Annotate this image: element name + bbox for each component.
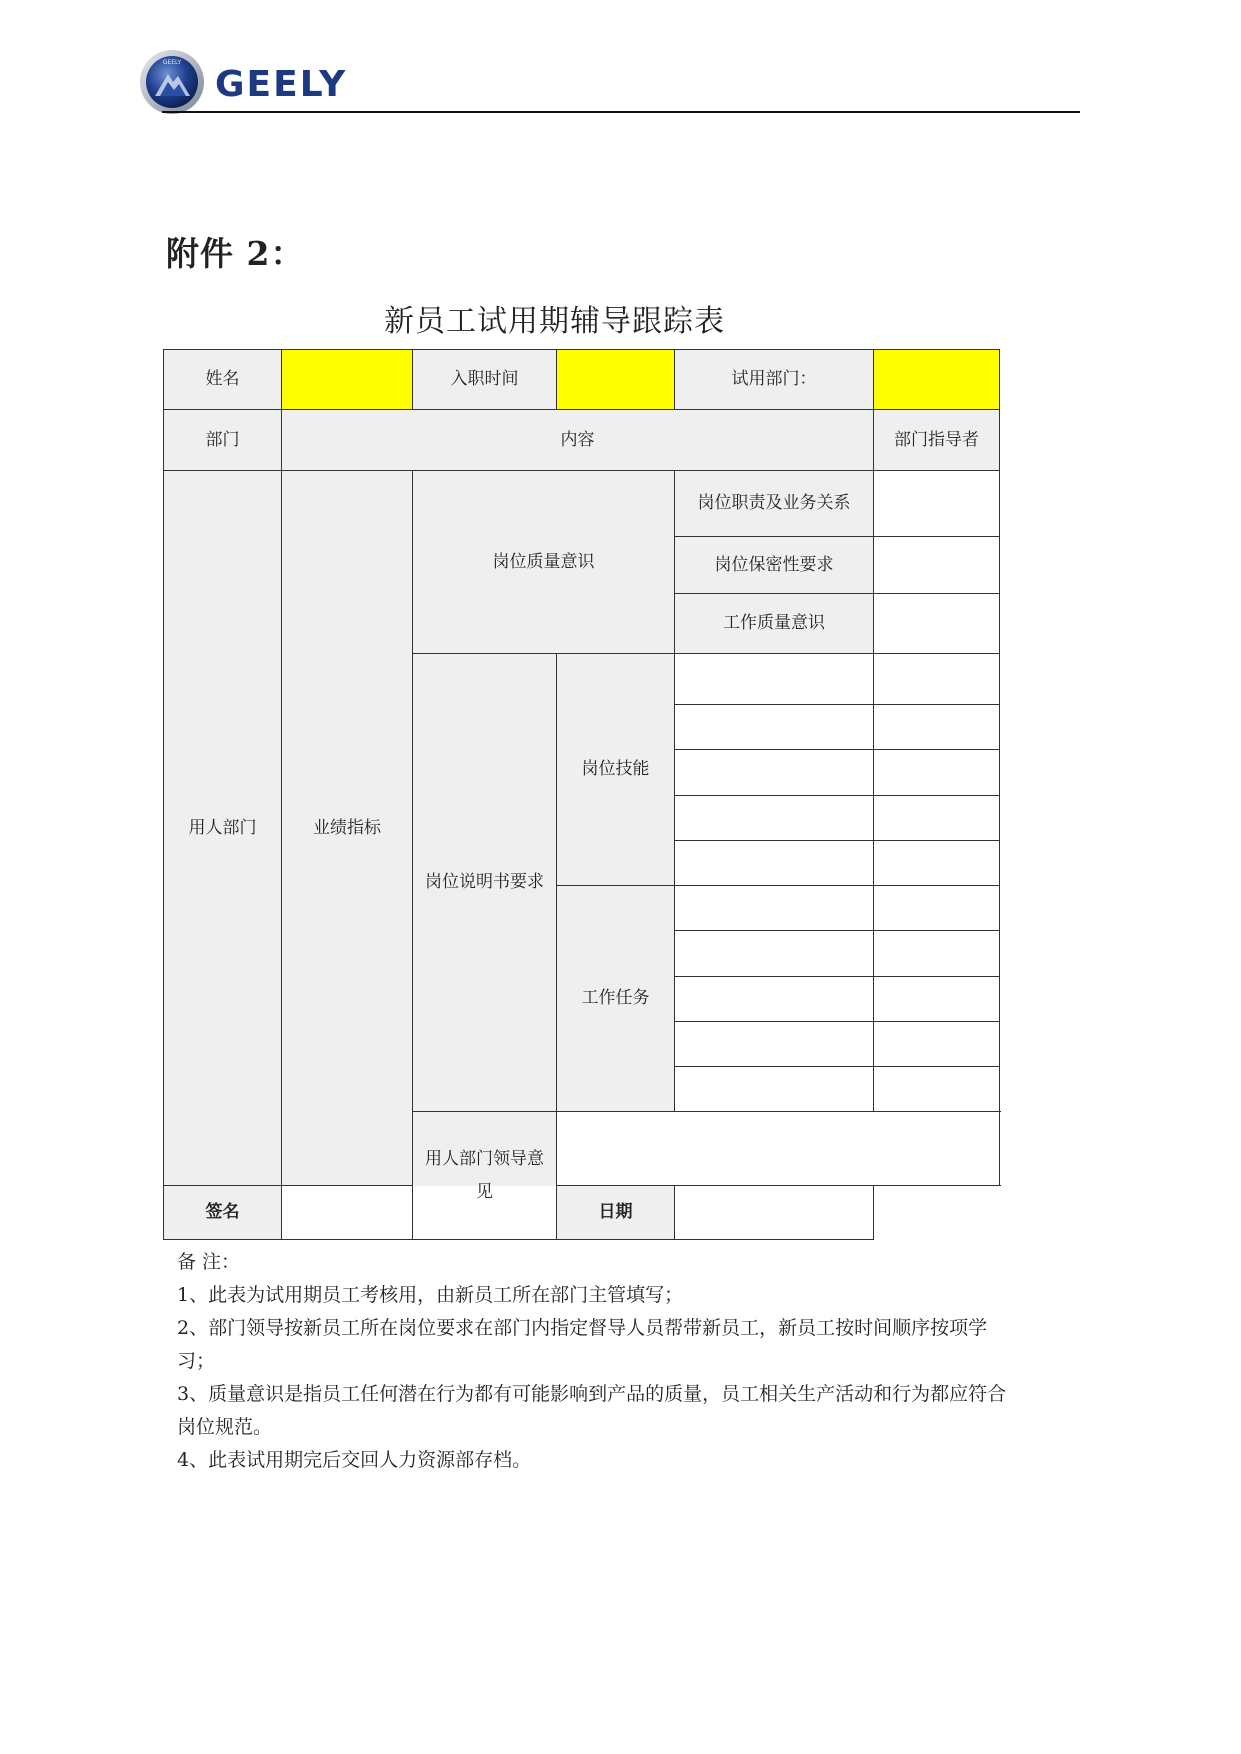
note-item: 3、质量意识是指员工任何潜在行为都有可能影响到产品的质量，员工相关生产活动和行为都应符合岗位规范。 <box>177 1383 1007 1438</box>
task-entry-field[interactable] <box>675 1022 874 1067</box>
mentor-header: 部门指导者 <box>874 410 1000 471</box>
performance-cell: 业绩指标 <box>282 471 413 1186</box>
task-entry-field[interactable] <box>675 931 874 977</box>
geely-logo <box>138 46 378 118</box>
quality-awareness-cell: 岗位质量意识 <box>413 471 675 654</box>
mentor-field[interactable] <box>874 537 1000 594</box>
quality-item: 岗位保密性要求 <box>675 537 874 594</box>
date-field[interactable] <box>675 1186 874 1240</box>
task-entry-field[interactable] <box>675 1067 874 1112</box>
note-item: 4、此表试用期完后交回人力资源部存档。 <box>177 1449 532 1471</box>
mentor-field[interactable] <box>874 1022 1000 1067</box>
quality-item: 工作质量意识 <box>675 594 874 654</box>
mentor-field[interactable] <box>874 977 1000 1022</box>
date-label: 日期 <box>557 1186 675 1240</box>
mentor-field[interactable] <box>874 931 1000 977</box>
skills-cell: 岗位技能 <box>557 654 675 886</box>
mentor-field[interactable] <box>874 750 1000 796</box>
mentor-field[interactable] <box>874 471 1000 537</box>
signature-field[interactable] <box>282 1186 557 1240</box>
mentor-field[interactable] <box>874 841 1000 886</box>
task-entry-field[interactable] <box>675 977 874 1022</box>
probation-dept-label: 试用部门： <box>675 350 874 410</box>
job-desc-req-cell: 岗位说明书要求 <box>413 654 557 1112</box>
hire-date-label: 入职时间 <box>413 350 557 410</box>
mentor-field[interactable] <box>874 1067 1000 1112</box>
note-item: 1、此表为试用期员工考核用，由新员工所在部门主管填写； <box>177 1284 684 1306</box>
hire-date-field[interactable] <box>557 350 675 410</box>
task-entry-field[interactable] <box>675 886 874 931</box>
mentor-field[interactable] <box>874 796 1000 841</box>
tasks-cell: 工作任务 <box>557 886 675 1112</box>
skill-entry-field[interactable] <box>675 705 874 750</box>
svg-text:GEELY: GEELY <box>162 59 182 66</box>
name-label: 姓名 <box>164 350 282 410</box>
dept-header: 部门 <box>164 410 282 471</box>
mentor-field[interactable] <box>874 886 1000 931</box>
quality-item: 岗位职责及业务关系 <box>675 471 874 537</box>
notes-section <box>177 1246 1007 1477</box>
brand-wordmark: GEELY <box>215 64 348 105</box>
leader-opinion-field[interactable] <box>557 1112 1000 1186</box>
annex-label: 附件 2： <box>166 234 305 273</box>
mentor-field[interactable] <box>874 654 1000 705</box>
name-field[interactable] <box>282 350 413 410</box>
probation-dept-field[interactable] <box>874 350 1000 410</box>
skill-entry-field[interactable] <box>675 654 874 705</box>
note-item: 2、部门领导按新员工所在岗位要求在部门内指定督导人员帮带新员工，新员工按时间顺序按项学习； <box>177 1317 988 1372</box>
probation-tracking-table <box>163 349 1000 1240</box>
geely-emblem-icon <box>140 50 204 114</box>
skill-entry-field[interactable] <box>675 750 874 796</box>
skill-entry-field[interactable] <box>675 841 874 886</box>
header-rule <box>162 111 1080 113</box>
leader-opinion-label: 用人部门领导意见 <box>413 1112 557 1240</box>
hiring-dept-cell: 用人部门 <box>164 471 282 1186</box>
notes-heading: 备 注： <box>177 1251 241 1273</box>
document-title: 新员工试用期辅导跟踪表 <box>384 304 725 339</box>
skill-entry-field[interactable] <box>675 796 874 841</box>
content-header: 内容 <box>282 410 874 471</box>
signature-label: 签名 <box>164 1186 282 1240</box>
mentor-field[interactable] <box>874 594 1000 654</box>
mentor-field[interactable] <box>874 705 1000 750</box>
